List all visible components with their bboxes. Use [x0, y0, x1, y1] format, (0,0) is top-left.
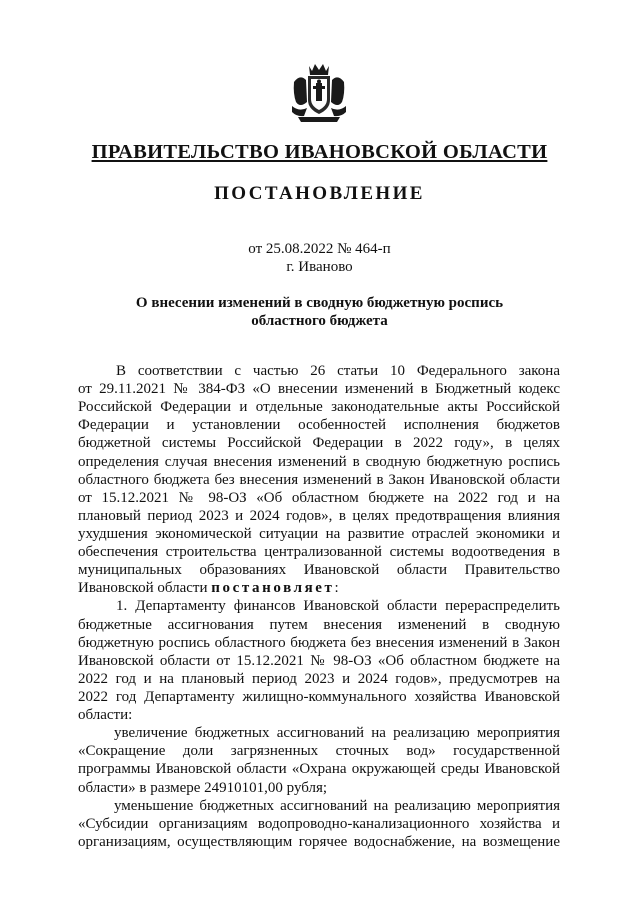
- text-line: Российской Федерации и отдельные законодательные акты Российской: [78, 399, 560, 416]
- text-line: области» в размере 24910101,00 рубля;: [78, 779, 328, 796]
- text-line: 2022 год и на плановый период 2023 и 2024 годов», предусмотрев на: [78, 670, 560, 687]
- subject-line: областного бюджета: [251, 313, 388, 329]
- text-line: бюджетную роспись областного бюджета без внесения изменений в Закон: [78, 634, 560, 651]
- resolution-keyword: постановляет: [211, 580, 335, 597]
- text-line: программы Ивановской области «Охрана окружающей среды Ивановской: [78, 761, 560, 778]
- text-line: [78, 579, 560, 597]
- text-line: области:: [78, 707, 133, 724]
- text-line: Ивановской области от 15.12.2021 № 98-ОЗ «Об областном бюджете на: [78, 652, 560, 669]
- text-line: организациям, осуществляющим горячее водоснабжение, на возмещение: [78, 833, 560, 850]
- document-type-title: ПОСТАНОВЛЕНИЕ: [214, 183, 425, 204]
- text-line: от 29.11.2021 № 384-ФЗ «О внесении изменений в Бюджетный кодекс: [78, 381, 560, 398]
- government-title: ПРАВИТЕЛЬСТВО ИВАНОВСКОЙ ОБЛАСТИ: [91, 141, 548, 163]
- text-line: 1. Департаменту финансов Ивановской области перераспределить: [116, 598, 560, 615]
- text-line: бюджетной системы Российской Федерации в 2022 году», в целях: [78, 435, 560, 452]
- text-fragment: :: [334, 580, 339, 597]
- subject-line: О внесении изменений в сводную бюджетную роспись: [135, 295, 504, 311]
- text-line: от 15.12.2021 № 98-ОЗ «Об областном бюджете на 2022 год и на: [78, 489, 560, 506]
- text-line: «Субсидии организациям водопроводно-канализационного хозяйства и: [78, 815, 560, 832]
- text-line: обеспечения строительства централизованной системы водоотведения в: [78, 544, 560, 561]
- text-line: увеличение бюджетных ассигнований на реализацию мероприятия: [114, 725, 560, 742]
- text-line: Федерации и установлении особенностей исполнения бюджетов: [78, 417, 560, 434]
- text-fragment: Ивановской области: [78, 580, 212, 597]
- text-line: уменьшение бюджетных ассигнований на реализацию мероприятия: [114, 797, 560, 814]
- text-line: муниципальных образованиях Ивановской области Правительство: [78, 562, 560, 579]
- text-line: В соответствии с частью 26 статьи 10 Федерального закона: [116, 363, 560, 379]
- text-line: определения случая внесения изменений в сводную бюджетную роспись: [78, 453, 560, 470]
- text-line: «Сокращение доли загрязненных сточных вод» государственной: [78, 743, 560, 760]
- text-line: бюджетные ассигнования путем внесения изменений в сводную: [78, 616, 560, 633]
- date-number: от 25.08.2022 № 464-п: [248, 241, 391, 257]
- text-line: областного бюджета без внесения изменений в Закон Ивановской области: [78, 471, 560, 488]
- coat-of-arms-emblem: [290, 62, 348, 124]
- text-line: 2022 год Департаменту жилищно-коммунального хозяйства Ивановской: [78, 688, 560, 705]
- text-line: ухудшения экономической ситуации на развитие отраслей экономики и: [78, 525, 560, 542]
- text-line: плановый период 2023 и 2024 годов», в целях предотвращения влияния: [78, 507, 560, 524]
- document-body: [78, 362, 560, 851]
- city: г. Иваново: [286, 259, 353, 275]
- document-meta: [0, 240, 639, 276]
- document-subject: [0, 294, 639, 330]
